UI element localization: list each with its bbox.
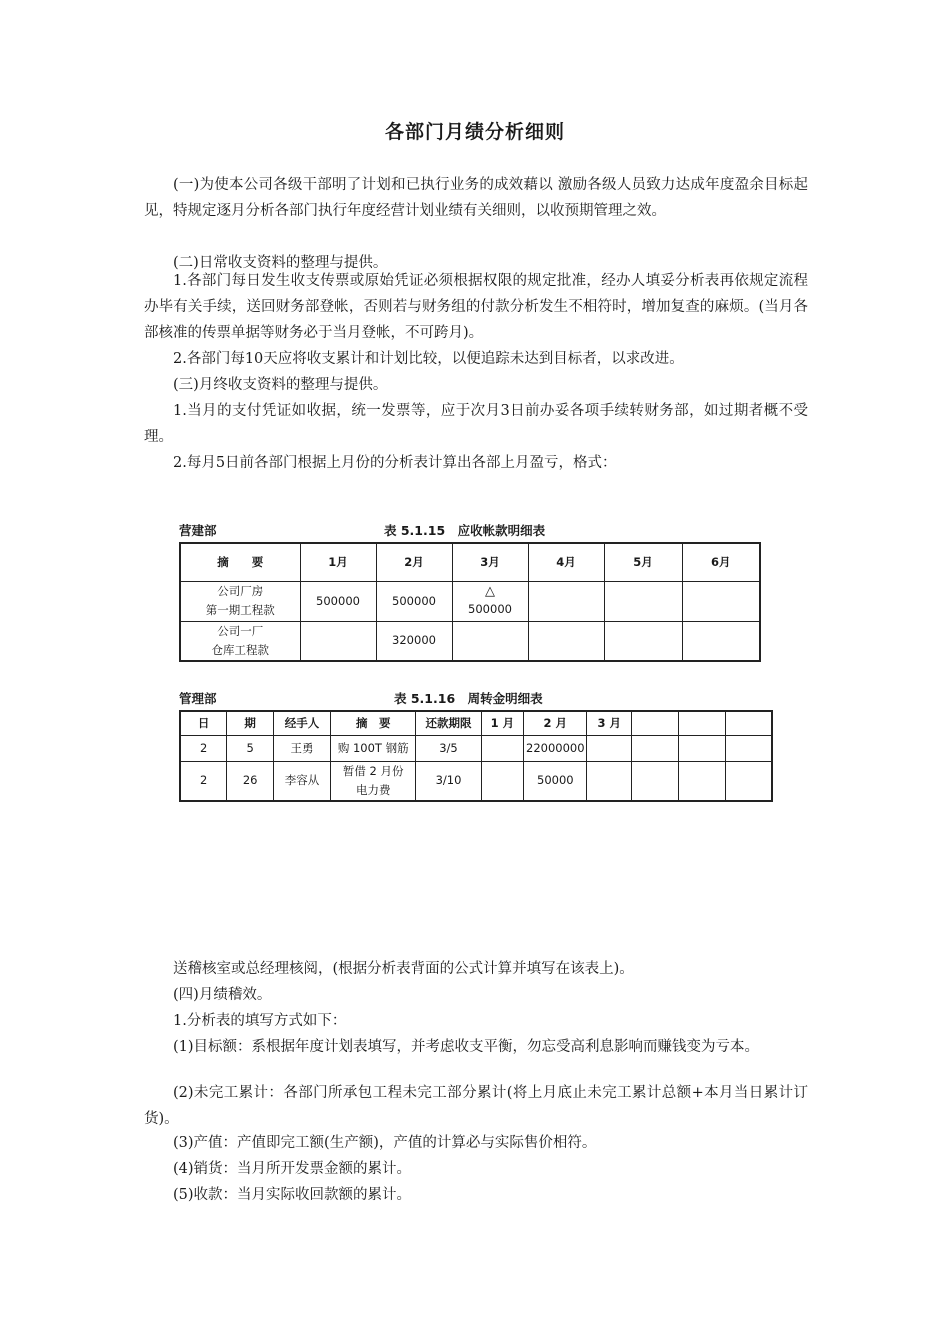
header-month: 4月 (528, 543, 604, 581)
paragraph-3-1: 1.当月的支付凭证如收据，统一发票等，应于次月3日前办妥各项手续转财务部，如过期者概不受理。 (144, 403, 808, 445)
cell-desc: 购 100T 钢筋 (331, 735, 416, 761)
cell-deadline: 3/10 (416, 761, 481, 801)
header-month-2: 2 月 (524, 711, 587, 735)
cell-value: 500000 (300, 581, 376, 621)
cell-empty (678, 735, 725, 761)
header-month: 3月 (452, 543, 528, 581)
revolving-fund-table (179, 710, 773, 802)
paragraph-submit: 送稽核室或总经理核阅，(根据分析表背面的公式计算并填写在该表上)。 (173, 961, 634, 977)
table-header-row (180, 711, 772, 735)
cell-value (452, 581, 528, 621)
paragraph-purpose: (一)为使本公司各级干部明了计划和已执行业务的成效藉以 激励各级人员致力达成年度盈余目标起见，特规定逐月分析各部门执行年度经营计划业绩有关细则，以收预期管理之效。 (144, 177, 808, 219)
cell-value (682, 621, 760, 661)
cell-value (528, 621, 604, 661)
paragraph-4-1-4: (4)销货：当月所开发票金额的累计。 (173, 1161, 412, 1177)
cell-value (604, 581, 682, 621)
document-title: 各部门月绩分析细则 (384, 121, 565, 143)
row-desc (180, 581, 300, 621)
header-day: 期 (227, 711, 274, 735)
cell-desc-line1: 暂借 2 月份 (342, 763, 404, 778)
table1-dept-label: 营建部 (179, 523, 217, 538)
table-row (180, 621, 760, 661)
paragraph-4-1: 1.分析表的填写方式如下： (173, 1013, 347, 1029)
header-blank (678, 711, 725, 735)
cell-value (481, 761, 524, 801)
table-row (180, 761, 772, 801)
cell-empty (632, 735, 679, 761)
header-month: 日 (180, 711, 227, 735)
row-desc (180, 621, 300, 661)
cell-value (528, 581, 604, 621)
cell-desc-line2: 电力费 (355, 782, 391, 797)
header-month: 5月 (604, 543, 682, 581)
paragraph-4-1-3: (3)产值：产值即完工额(生产额)，产值的计算必与实际售价相符。 (173, 1135, 597, 1151)
cell-value-text: 500000 (468, 601, 512, 616)
cell-empty (725, 761, 772, 801)
table-header-row (180, 543, 760, 581)
cell-value: 320000 (376, 621, 452, 661)
cell-value (587, 735, 632, 761)
table2-dept-label: 管理部 (179, 691, 217, 706)
cell-value (300, 621, 376, 661)
header-deadline: 还款期限 (416, 711, 481, 735)
cell-empty (678, 761, 725, 801)
paragraph-4-1-5: (5)收款：当月实际收回款额的累计。 (173, 1187, 412, 1203)
header-month: 2月 (376, 543, 452, 581)
row-desc-line1: 公司厂房 (217, 584, 264, 598)
cell-value (587, 761, 632, 801)
cell-value (481, 735, 524, 761)
cell-month: 2 (180, 735, 227, 761)
cell-desc (331, 761, 416, 801)
paragraph-4-1-2: (2)未完工累计：各部门所承包工程未完工部分累计(将上月底止未完工累计总额+本月当日累计订货)。 (144, 1085, 808, 1127)
receivables-table (179, 542, 761, 662)
table-row (180, 735, 772, 761)
row-desc-line2: 仓库工程款 (211, 642, 269, 657)
table1-caption: 表 5.1.15 应收帐款明细表 (384, 523, 546, 538)
row-desc-line1: 公司一厂 (217, 623, 264, 638)
cell-month: 2 (180, 761, 227, 801)
header-month: 6月 (682, 543, 760, 581)
cell-empty (632, 761, 679, 801)
header-month-1: 1 月 (481, 711, 524, 735)
cell-value (682, 581, 760, 621)
cell-day: 26 (227, 761, 274, 801)
cell-value: 50000 (524, 761, 587, 801)
header-desc: 摘 要 (180, 543, 300, 581)
cell-value (604, 621, 682, 661)
header-handler: 经手人 (274, 711, 331, 735)
cell-handler: 王勇 (274, 735, 331, 761)
cell-value: 500000 (376, 581, 452, 621)
header-blank (725, 711, 772, 735)
cell-handler: 李容从 (274, 761, 331, 801)
paragraph-2-2: 2.各部门每10天应将收支累计和计划比较，以便追踪未达到目标者，以求改进。 (173, 351, 684, 367)
header-month-3: 3 月 (587, 711, 632, 735)
header-desc: 摘 要 (331, 711, 416, 735)
paragraph-2-1: 1.各部门每日发生收支传票或原始凭证必须根据权限的规定批准，经办人填妥分析表再依规定流程办毕有关手续，送回财务部登帐，否则若与财务组的付款分析发生不相符时，增加复查的麻烦。(当月各部核准的传票单据等财务必于当月登帐，不可跨月)。 (144, 273, 808, 341)
cell-value (452, 621, 528, 661)
paragraph-4-1-1: (1)目标额：系根据年度计划表填写，并考虑收支平衡，勿忘受高利息影响而赚钱变为亏本。 (173, 1039, 760, 1055)
table2-caption: 表 5.1.16 周转金明细表 (394, 691, 543, 706)
cell-value: 22000000 (524, 735, 587, 761)
triangle-mark: △ (485, 583, 495, 599)
paragraph-3-2: 2.每月5日前各部门根据上月份的分析表计算出各部上月盈亏，格式： (173, 455, 617, 471)
row-desc-line2: 第一期工程款 (205, 603, 275, 617)
header-blank (632, 711, 679, 735)
paragraph-section-4: (四)月绩稽效。 (173, 987, 272, 1003)
cell-deadline: 3/5 (416, 735, 481, 761)
header-month: 1月 (300, 543, 376, 581)
paragraph-section-2: (二)日常收支资料的整理与提供。 (173, 255, 388, 271)
table-row (180, 581, 760, 621)
paragraph-section-3: (三)月终收支资料的整理与提供。 (173, 377, 388, 393)
cell-day: 5 (227, 735, 274, 761)
cell-empty (725, 735, 772, 761)
